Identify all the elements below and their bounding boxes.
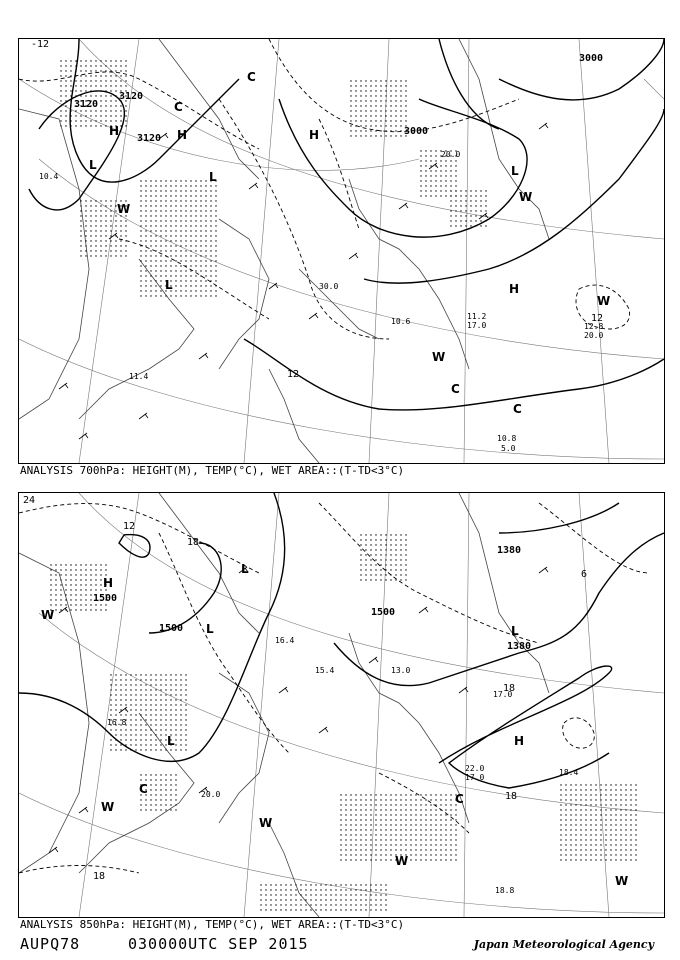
low-pressure-marker: L: [511, 624, 519, 638]
cold-center-marker: C: [247, 70, 256, 84]
height-label: 1500: [371, 607, 396, 618]
temperature-label: 12: [287, 369, 300, 380]
height-label: 3120: [74, 99, 99, 110]
high-pressure-marker: H: [509, 282, 520, 296]
wet-area-stipple: [49, 533, 639, 913]
warm-center-marker: W: [101, 800, 115, 814]
map-700hpa-svg: [19, 39, 664, 463]
station-value: 17.0: [465, 773, 485, 782]
map-850hpa-svg: [19, 493, 664, 917]
warm-center-marker: W: [615, 874, 629, 888]
height-label: 1500: [159, 623, 184, 634]
temperature-label: 6: [581, 569, 588, 580]
temperature-label: 18: [503, 683, 516, 694]
station-value: 16.8: [107, 718, 127, 727]
warm-center-marker: W: [432, 350, 446, 364]
station-value: 11.4: [129, 372, 149, 381]
panel-caption-850hpa: ANALYSIS 850hPa: HEIGHT(M), TEMP(°C), WET AREA::(T-TD<3°C): [20, 918, 405, 931]
low-pressure-marker: L: [206, 622, 214, 636]
map-panel-700hpa: [18, 38, 665, 464]
temperature-label: -12: [31, 39, 50, 50]
warm-center-marker: W: [117, 202, 131, 216]
height-label: 3000: [579, 53, 604, 64]
low-pressure-marker: L: [167, 734, 175, 748]
high-pressure-marker: H: [177, 128, 188, 142]
temperature-label: 18: [93, 871, 106, 882]
cold-center-marker: C: [513, 402, 522, 416]
station-value: 16.4: [275, 636, 295, 645]
high-pressure-marker: H: [103, 576, 114, 590]
temperature-label: 12: [123, 521, 136, 532]
low-pressure-marker: L: [241, 562, 249, 576]
station-value: 11.2: [467, 312, 487, 321]
cold-center-marker: C: [174, 100, 183, 114]
warm-center-marker: W: [395, 854, 409, 868]
station-value: 17.0: [493, 690, 513, 699]
cold-center-marker: C: [139, 782, 148, 796]
station-value: 22.0: [465, 764, 485, 773]
warm-center-marker: W: [259, 816, 273, 830]
panel-caption-700hpa: ANALYSIS 700hPa: HEIGHT(M), TEMP(°C), WET AREA::(T-TD<3°C): [20, 464, 405, 477]
high-pressure-marker: H: [514, 734, 525, 748]
temperature-label: 18: [187, 537, 200, 548]
valid-time: 030000UTC SEP 2015: [128, 935, 309, 953]
height-label: 3000: [404, 126, 429, 137]
station-value: 20.0: [584, 331, 604, 340]
station-value: 20.0: [441, 150, 461, 159]
temperature-label: 18: [505, 791, 518, 802]
low-pressure-marker: L: [165, 278, 173, 292]
low-pressure-marker: L: [89, 158, 97, 172]
station-value: 18.8: [495, 886, 515, 895]
station-value: 17.0: [467, 321, 487, 330]
station-value: 13.0: [391, 666, 411, 675]
station-value: 15.4: [315, 666, 335, 675]
warm-center-marker: W: [597, 294, 611, 308]
station-value: 10.6: [391, 317, 411, 326]
warm-center-marker: W: [41, 608, 55, 622]
height-label: 1500: [93, 593, 118, 604]
agency-name: Japan Meteorological Agency: [473, 938, 654, 951]
warm-center-marker: W: [519, 190, 533, 204]
station-value: 30.0: [319, 282, 339, 291]
map-panel-850hpa: [18, 492, 665, 918]
temperature-label: 12: [591, 313, 604, 324]
low-pressure-marker: L: [511, 164, 519, 178]
station-value: 20.0: [201, 790, 221, 799]
height-label: 1380: [507, 641, 532, 652]
high-pressure-marker: H: [309, 128, 320, 142]
station-value: 18.4: [559, 768, 579, 777]
station-value: 10.4: [39, 172, 59, 181]
station-value: 12.8: [584, 322, 604, 331]
low-pressure-marker: L: [209, 170, 217, 184]
height-label: 3120: [137, 133, 162, 144]
cold-center-marker: C: [455, 792, 464, 806]
station-value: 10.8: [497, 434, 517, 443]
temperature-label: 24: [23, 495, 36, 506]
station-value: 5.0: [501, 444, 516, 453]
height-label: 1380: [497, 545, 522, 556]
chart-id: AUPQ78: [20, 935, 81, 953]
height-label: 3120: [119, 91, 144, 102]
cold-center-marker: C: [451, 382, 460, 396]
high-pressure-marker: H: [109, 124, 120, 138]
